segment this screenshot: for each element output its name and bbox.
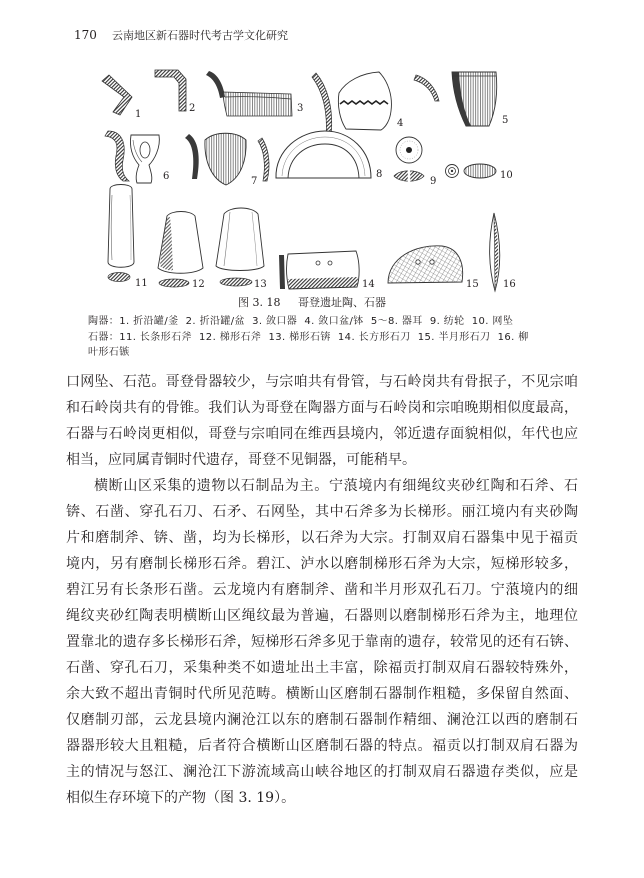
figure-label-2: 2: [189, 103, 196, 114]
perforation: [416, 260, 420, 264]
legend-line-stone: 石器：11. 长条形石斧 12. 梯形石斧 13. 梯形石锛 14. 长方形石刀 15. 半月形石刀 16. 柳: [88, 331, 529, 343]
figure-label-3: 3: [297, 103, 304, 114]
figure-label-1: 1: [135, 109, 142, 120]
figure-number: 图 3. 18: [238, 296, 281, 309]
rim-profile: [102, 75, 132, 115]
text-line: 口网坠、石范。哥登骨器较少，与宗咱共有骨管，与石岭岗共有骨抿子，不见宗咱: [66, 374, 578, 390]
text-line: 余大致不超出青铜时代所见范畴。横断山区磨制石器制作粗糙，多保留自然面、: [66, 686, 578, 702]
figure-label-13: 13: [254, 279, 267, 290]
rim-profile: [206, 71, 225, 98]
cross-section: [108, 273, 130, 282]
text-line: 锛、石凿、穿孔石刀、石矛、石网坠，其中石斧多为长梯形。丽江境内有夹砂陶: [66, 504, 578, 520]
figure-label-10: 10: [500, 170, 513, 181]
figure-item-7: [185, 133, 257, 187]
cross-section: [220, 278, 252, 286]
text-line: 器器形较大且粗糙，后者符合横断山区磨制石器的特点。福贡以打制双肩石器为: [66, 738, 578, 754]
figure-item-15: [388, 246, 479, 290]
figure-label-6: 6: [163, 171, 170, 182]
figure-item-13: [216, 208, 267, 290]
figure-legend: [88, 314, 529, 361]
cross-section: [159, 279, 189, 287]
text-line: 横断山区采集的遗物以石制品为主。宁蒗境内有细绳纹夹砂红陶和石斧、石: [94, 478, 578, 494]
figure-item-1: [102, 75, 141, 120]
whorl-hole: [406, 147, 412, 153]
knife-body: [388, 246, 463, 283]
handle-profile: [105, 131, 129, 181]
figure-label-8: 8: [376, 169, 383, 180]
figure-label-15: 15: [466, 279, 479, 290]
sherd-body: [223, 92, 292, 116]
text-line: 相似生存环境下的产物（图 3. 19）。: [66, 790, 296, 806]
figure-label-7: 7: [251, 176, 258, 187]
figure-item-14: [279, 251, 375, 290]
rim-profile: [414, 75, 439, 101]
arched-handle: [276, 131, 371, 178]
figure-label-11: 11: [135, 278, 148, 289]
figure-label-5: 5: [502, 115, 509, 126]
knife-profile: [279, 255, 285, 289]
text-line: 石器与石岭岗更相似，哥登与宗咱同在维西县境内，邻近遗存面貌相似，年代也应: [66, 426, 578, 442]
body-text: [66, 369, 578, 811]
handle: [205, 133, 246, 185]
page-number: 170: [74, 28, 97, 42]
paragraph-1: [66, 369, 578, 473]
text-line: 和石岭岗共有的骨锥。我们认为哥登在陶器方面与石岭岗和宗咱晚期相似度最高，: [66, 400, 578, 416]
figure-caption: [238, 296, 386, 310]
figure-item-5: [414, 72, 508, 126]
text-line: 片和磨制斧、锛、凿，均为长梯形，以石斧为大宗。打制双肩石器集中见于福贡: [66, 530, 578, 546]
figure-label-4: 4: [397, 118, 404, 129]
figure-item-2: [155, 70, 195, 114]
figure-item-6: [105, 131, 169, 183]
figure-label-9: 9: [430, 176, 437, 187]
figure-label-16: 16: [503, 279, 516, 290]
perforation: [430, 260, 434, 264]
rim-profile: [312, 73, 332, 136]
rim-profile: [155, 70, 186, 111]
text-line: 仅磨制刃部，云龙县境内澜沧江以东的磨制石器制作精细、澜沧江以西的磨制石: [66, 712, 578, 728]
figure-label-14: 14: [362, 279, 375, 290]
paragraph-2: [66, 473, 578, 811]
text-line: 主的情况与怒江、澜沧江下游流域高山峡谷地区的打制双肩石器遗存类似，应是: [66, 764, 578, 780]
figure-item-10: [446, 164, 513, 181]
running-title: 云南地区新石器时代考古学文化研究: [112, 29, 288, 42]
text-line: 置靠北的遗存多长梯形石斧，短梯形石斧多见于靠南的遗存，较常见的还有石锛、: [66, 634, 578, 650]
handle-profile: [185, 134, 199, 179]
figure-item-11: [108, 185, 148, 290]
text-line: 碧江另有长条形石凿。云龙境内有磨制斧、凿和半月形双孔石刀。宁蒗境内的细: [66, 582, 578, 598]
net-sinker-hole: [451, 170, 453, 172]
incised-wave-line: [340, 101, 388, 104]
text-line: 相当，应同属青铜时代遗存，哥登不见铜器，可能稍早。: [66, 452, 416, 468]
running-header: [74, 27, 288, 41]
figure-item-3: [206, 71, 303, 116]
legend-line-pottery: 陶器：1. 折沿罐/釜 2. 折沿罐/盆 3. 敛口器 4. 敛口盆/钵 5～8. 器耳 9. 纺轮 10. 网坠: [88, 316, 514, 327]
net-sinker-body: [464, 164, 496, 178]
knife-edge: [288, 277, 358, 289]
figure-label-12: 12: [192, 279, 205, 290]
figure-item-8: [258, 131, 382, 181]
figure-drawings: [0, 60, 644, 296]
handle-profile: [258, 138, 269, 181]
legend-line-continued: 叶形石镞: [88, 347, 130, 358]
figure-item-12: [158, 212, 205, 291]
text-line: 境内，另有磨制长梯形石斧。碧江、泸水以磨制梯形石斧为大宗，短梯形较多，: [66, 556, 578, 572]
figure-item-4: [312, 72, 403, 136]
figure-item-9: [394, 137, 436, 187]
figure-title: 哥登遗址陶、石器: [298, 296, 386, 309]
text-line: 绳纹夹砂红陶表明横断山区绳纹最为普遍，石器则以磨制梯形石斧为主，地理位: [66, 608, 578, 624]
figure-item-16: [490, 213, 516, 291]
text-line: 石凿、穿孔石刀，采集种类不如遗址出土丰富，除福贡打制双肩石器较特殊外，: [66, 660, 578, 676]
